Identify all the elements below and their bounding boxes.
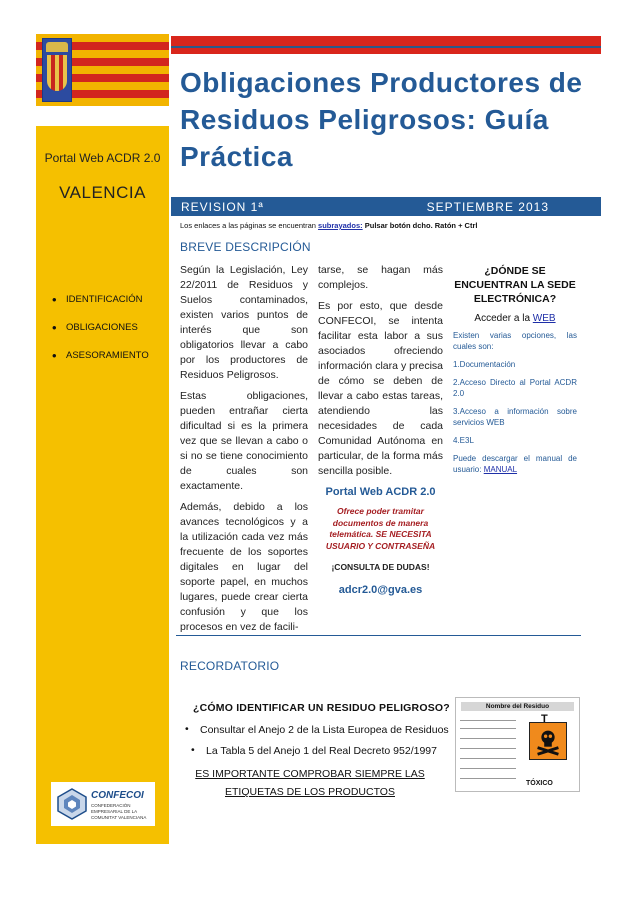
top-red-banner xyxy=(171,36,601,54)
hazard-label-image xyxy=(455,697,580,792)
revision-date: SEPTIEMBRE 2013 xyxy=(426,200,549,214)
options-intro: Existen varias opciones, las cuales son: xyxy=(453,331,577,351)
confecoi-mark-icon xyxy=(55,787,89,821)
sidebar-region: VALENCIA xyxy=(59,183,146,202)
paragraph: Estas obligaciones, pueden entrañar cierta dificultad si es la primera vez que se llevan a cabo o si no se tiene conocimiento de cuales son exactamente. xyxy=(180,390,308,492)
online-question: ¿DÓNDE SE ENCUENTRAN LA SEDE ELECTRÓNICA? xyxy=(454,265,576,305)
online-box xyxy=(453,264,577,482)
links-note-prefix: Los enlaces a las páginas se encuentran xyxy=(180,221,316,230)
portal-label: Portal Web ACDR 2.0 xyxy=(325,486,436,498)
option-item: 4.E3L xyxy=(453,436,474,445)
confecoi-name: CONFECOI xyxy=(91,790,144,801)
label-letter: T xyxy=(541,713,548,725)
section-divider xyxy=(176,635,581,636)
sidebar-item-asesoramiento[interactable]: • ASESORAMIENTO xyxy=(52,350,149,361)
confecoi-logo xyxy=(51,782,155,826)
paragraph: Es por esto, que desde CONFECOI, se intenta facilitar esta labor a sus asociados ofreciendo información clara y precisa de cómo se deben de llevar a cabo estas tareas, atendiendo las necesidades de cada Comunidad Autónoma en particular, de la forma más sencilla posible. xyxy=(318,300,443,477)
paragraph: Además, debido a los avances tecnológicos y a la utilización cada vez más frecuente de los soportes digitales en lugar del soporte papel, en muchos lugares, puede crear cierta confusión y que los procesos en vez de facili- xyxy=(180,501,308,633)
hazard-text: TÓXICO xyxy=(526,780,553,787)
option-item: 3.Acceso a información sobre servicios WEB xyxy=(453,407,577,427)
manual-line xyxy=(453,453,577,475)
sidebar-item-obligaciones[interactable]: • OBLIGACIONES xyxy=(52,322,149,333)
important-note: ES IMPORTANTE COMPROBAR SIEMPRE LAS ETIQUETAS DE LOS PRODUCTOS xyxy=(195,768,425,798)
paragraph: Según la Legislación, Ley 22/2011 de Residuos y Suelos contaminados, existen varios puntos de interés que son obligatorios llevar a cabo por los productores de Residuos Peligrosos. xyxy=(180,264,308,381)
top-rule xyxy=(171,46,601,48)
option-item: 1.Documentación xyxy=(453,360,516,369)
reminder-bullet: • Consultar el Anejo 2 de la Lista Europea de Residuos xyxy=(200,724,449,736)
contact-email-link[interactable]: adcr2.0@gva.es xyxy=(338,584,423,596)
access-prefix: Acceder a la xyxy=(474,313,531,324)
sidebar-portal-title: Portal Web ACDR 2.0 xyxy=(44,151,161,165)
breve-column-1 xyxy=(180,263,308,641)
links-note-underlined: subrayados: xyxy=(318,221,363,230)
links-note xyxy=(180,221,477,230)
consulta-label: ¡CONSULTA DE DUDAS! xyxy=(331,562,430,572)
coat-of-arms-icon xyxy=(42,38,72,102)
valencia-flag-image xyxy=(36,34,169,106)
web-link[interactable]: WEB xyxy=(532,313,556,324)
links-note-suffix: Pulsar botón dcho. Ratón + Ctrl xyxy=(364,221,478,230)
option-item: 2.Acceso Directo al Portal ACDR 2.0 xyxy=(453,378,577,398)
paragraph: tarse, se hagan más complejos. xyxy=(318,264,443,291)
label-header: Nombre del Residuo xyxy=(461,702,574,711)
reminder-bullet: • La Tabla 5 del Anejo 1 del Real Decreto 952/1997 xyxy=(206,745,437,757)
sidebar-item-identificacion[interactable]: • IDENTIFICACIÓN xyxy=(52,294,149,305)
recordatorio-heading: RECORDATORIO xyxy=(180,659,280,673)
breve-column-2 xyxy=(318,263,443,598)
confecoi-subtitle: CONFEDERACIÓN EMPRESARIAL DE LA COMUNITAT VALENCIANA xyxy=(91,803,147,820)
manual-link[interactable]: MANUAL xyxy=(483,465,518,474)
portal-note: Ofrece poder tramitar documentos de manera telemática. SE NECESITA USUARIO Y CONTRASEÑA xyxy=(325,506,436,551)
revision-label: REVISION 1ª xyxy=(181,200,264,214)
breve-heading: BREVE DESCRIPCIÓN xyxy=(180,240,311,254)
manual-prefix: Puede descargar el manual de usuario: xyxy=(453,454,577,474)
sidebar xyxy=(36,126,169,844)
revision-bar xyxy=(171,197,601,216)
sidebar-nav xyxy=(52,294,149,378)
page-title: Obligaciones Productores de Residuos Peligrosos: Guía Práctica xyxy=(180,67,583,172)
reminder-question: ¿CÓMO IDENTIFICAR UN RESIDUO PELIGROSO? xyxy=(193,702,450,714)
skull-hazard-icon xyxy=(529,722,567,760)
access-line xyxy=(453,313,577,324)
